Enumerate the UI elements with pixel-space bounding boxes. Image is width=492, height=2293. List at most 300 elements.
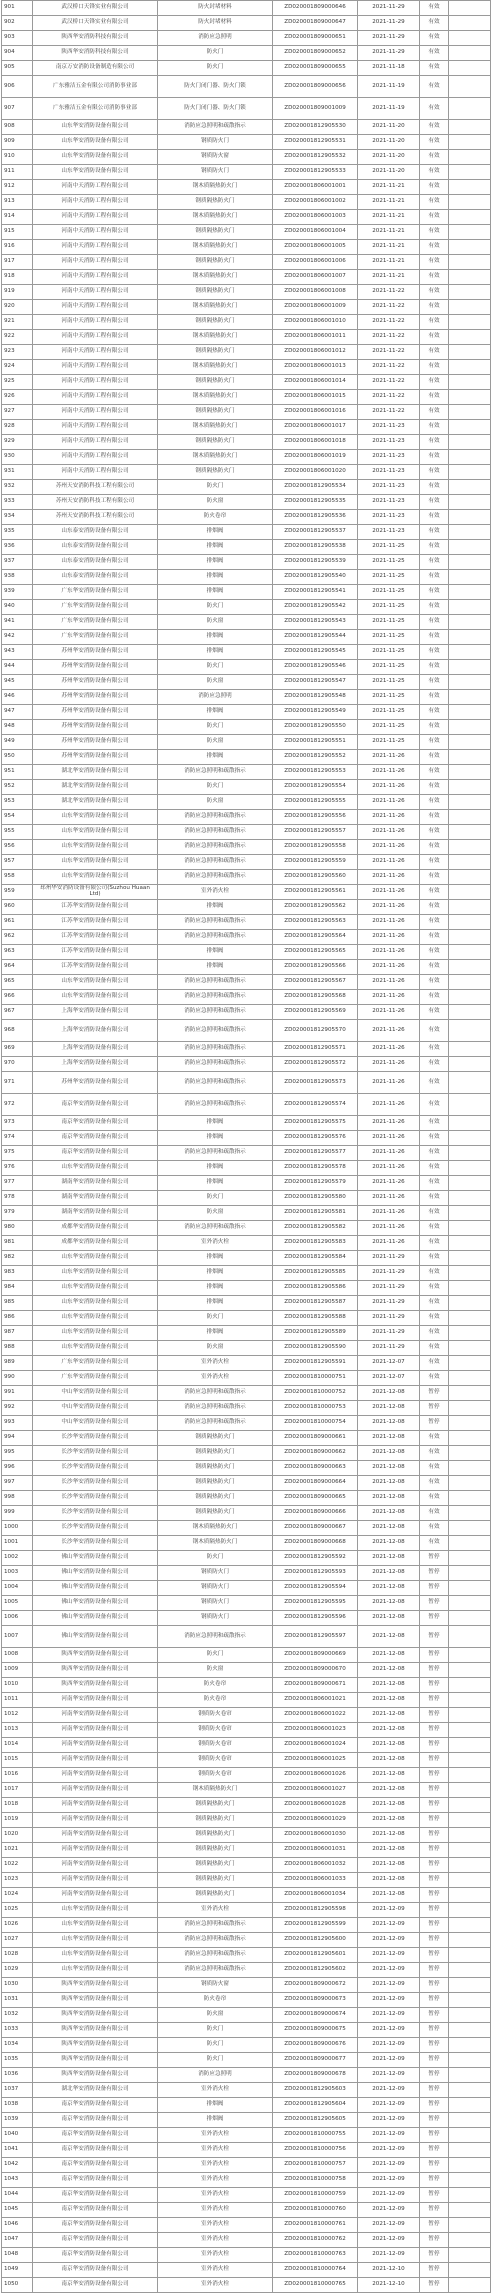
- cell-certificate-number: ZD020001809000668: [273, 1536, 358, 1551]
- cell-serial-number: 982: [2, 1251, 33, 1266]
- cell-certificate-number: ZD020001812905567: [273, 975, 358, 990]
- cell-serial-number: 1018: [2, 1798, 33, 1813]
- table-row: [2, 645, 491, 660]
- table-row: [2, 1828, 491, 1843]
- table-row: [2, 1798, 491, 1813]
- cell-status: 暂停: [420, 1918, 449, 1933]
- cell-product-name: 防火窗: [158, 495, 273, 510]
- cell-certificate-number: ZD020001809000646: [273, 1, 358, 16]
- cell-serial-number: 989: [2, 1356, 33, 1371]
- cell-product-name: 室外消火栓: [158, 2173, 273, 2188]
- cell-status: 暂停: [420, 1978, 449, 1993]
- cell-serial-number: 1040: [2, 2128, 33, 2143]
- cell-issue-date: 2021-12-09: [358, 2233, 420, 2248]
- cell-certificate-number: ZD020001812905591: [273, 1356, 358, 1371]
- table-row: [2, 705, 491, 720]
- cell-issue-date: 2021-12-09: [358, 2113, 420, 2128]
- cell-company-name: 长沙华安消防设备有限公司: [33, 1461, 158, 1476]
- cell-serial-number: 955: [2, 825, 33, 840]
- cell-serial-number: 987: [2, 1326, 33, 1341]
- cell-company-name: 河南中天消防工程有限公司: [33, 300, 158, 315]
- cell-product-name: 钢质防火卷帘: [158, 1753, 273, 1768]
- table-row: [2, 1993, 491, 2008]
- cell-blank: [449, 210, 491, 225]
- cell-product-name: 消防应急照明和疏散指示: [158, 1042, 273, 1057]
- cell-company-name: 山东华安消防设备有限公司: [33, 840, 158, 855]
- cell-serial-number: 1008: [2, 1648, 33, 1663]
- cell-company-name: 南京华安消防设备有限公司: [33, 2263, 158, 2278]
- cell-status: 有效: [420, 390, 449, 405]
- cell-company-name: 山东泰安消防设备有限公司: [33, 525, 158, 540]
- cell-status: 有效: [420, 690, 449, 705]
- cell-status: 有效: [420, 450, 449, 465]
- cell-serial-number: 1026: [2, 1918, 33, 1933]
- cell-product-name: 防火卷帘: [158, 1993, 273, 2008]
- cell-status: 有效: [420, 270, 449, 285]
- cell-product-name: 防火门闭门器、防火门锁: [158, 98, 273, 120]
- table-row: [2, 1491, 491, 1506]
- cell-blank: [449, 1581, 491, 1596]
- cell-certificate-number: ZD020001809000670: [273, 1663, 358, 1678]
- cell-issue-date: 2021-11-26: [358, 1005, 420, 1020]
- cell-serial-number: 901: [2, 1, 33, 16]
- cell-company-name: 陕西华安消防设备有限公司: [33, 2008, 158, 2023]
- table-row: [2, 975, 491, 990]
- cell-product-name: 消防应急照明: [158, 690, 273, 705]
- cell-product-name: 消防应急照明和疏散指示: [158, 120, 273, 135]
- cell-company-name: 湖南华安消防设备有限公司: [33, 1206, 158, 1221]
- cell-issue-date: 2021-11-26: [358, 1116, 420, 1131]
- cell-certificate-number: ZD020001806001015: [273, 390, 358, 405]
- cell-company-name: 南京华安消防设备有限公司: [33, 2218, 158, 2233]
- cell-issue-date: 2021-11-29: [358, 1296, 420, 1311]
- cell-serial-number: 1000: [2, 1521, 33, 1536]
- cell-blank: [449, 585, 491, 600]
- cell-issue-date: 2021-11-22: [358, 390, 420, 405]
- cell-issue-date: 2021-11-26: [358, 840, 420, 855]
- cell-company-name: 河南中天消防工程有限公司: [33, 435, 158, 450]
- cell-certificate-number: ZD020001812905546: [273, 660, 358, 675]
- cell-company-name: 佛山华安消防设备有限公司: [33, 1596, 158, 1611]
- cell-issue-date: 2021-11-26: [358, 930, 420, 945]
- cell-product-name: 排烟阀: [158, 945, 273, 960]
- cell-blank: [449, 1251, 491, 1266]
- cell-status: 有效: [420, 795, 449, 810]
- cell-status: 有效: [420, 810, 449, 825]
- cell-blank: [449, 1401, 491, 1416]
- cell-company-name: 山东华安消防设备有限公司: [33, 1341, 158, 1356]
- cell-issue-date: 2021-11-26: [358, 750, 420, 765]
- cell-certificate-number: ZD020001812905574: [273, 1094, 358, 1116]
- cell-certificate-number: ZD020001812905590: [273, 1341, 358, 1356]
- cell-product-name: 室外消火栓: [158, 2263, 273, 2278]
- cell-company-name: 山东华安消防设备有限公司: [33, 1933, 158, 1948]
- cell-blank: [449, 2038, 491, 2053]
- cell-certificate-number: ZD020001809000664: [273, 1476, 358, 1491]
- cell-issue-date: 2021-12-09: [358, 2098, 420, 2113]
- cell-certificate-number: ZD020001809000666: [273, 1506, 358, 1521]
- cell-issue-date: 2021-11-25: [358, 615, 420, 630]
- cell-certificate-number: ZD020001812905572: [273, 1057, 358, 1072]
- cell-blank: [449, 810, 491, 825]
- cell-certificate-number: ZD020001812905537: [273, 525, 358, 540]
- cell-blank: [449, 870, 491, 885]
- cell-company-name: 陕西华安消防设备有限公司: [33, 1993, 158, 2008]
- cell-product-name: 消防应急照明和疏散指示: [158, 870, 273, 885]
- cell-serial-number: 942: [2, 630, 33, 645]
- cell-blank: [449, 1798, 491, 1813]
- cell-serial-number: 963: [2, 945, 33, 960]
- cell-issue-date: 2021-12-08: [358, 1753, 420, 1768]
- table-row: [2, 945, 491, 960]
- cell-issue-date: 2021-11-22: [358, 300, 420, 315]
- cell-issue-date: 2021-11-25: [358, 705, 420, 720]
- cell-company-name: 河南中天消防工程有限公司: [33, 285, 158, 300]
- cell-company-name: 南京华安消防设备有限公司: [33, 2278, 158, 2293]
- cell-issue-date: 2021-11-26: [358, 810, 420, 825]
- cell-company-name: 苏州天安消防科技工程有限公司: [33, 495, 158, 510]
- cell-blank: [449, 1888, 491, 1903]
- cell-blank: [449, 570, 491, 585]
- cell-product-name: 排烟阀: [158, 540, 273, 555]
- cell-certificate-number: ZD020001812905564: [273, 930, 358, 945]
- cell-certificate-number: ZD020001806001008: [273, 285, 358, 300]
- table-row: [2, 150, 491, 165]
- table-row: [2, 405, 491, 420]
- cell-certificate-number: ZD020001812905566: [273, 960, 358, 975]
- cell-product-name: 室外消火栓: [158, 2143, 273, 2158]
- cell-serial-number: 920: [2, 300, 33, 315]
- table-row: [2, 2203, 491, 2218]
- cell-product-name: 室外消火栓: [158, 2128, 273, 2143]
- cell-serial-number: 967: [2, 1005, 33, 1020]
- cell-certificate-number: ZD020001810000760: [273, 2203, 358, 2218]
- cell-serial-number: 911: [2, 165, 33, 180]
- cell-blank: [449, 555, 491, 570]
- cell-blank: [449, 420, 491, 435]
- cell-blank: [449, 405, 491, 420]
- cell-company-name: 山东华安消防设备有限公司: [33, 1251, 158, 1266]
- table-row: [2, 1858, 491, 1873]
- table-row: [2, 555, 491, 570]
- cell-company-name: 陕西华安消防设备有限公司: [33, 2023, 158, 2038]
- cell-serial-number: 919: [2, 285, 33, 300]
- table-row: [2, 750, 491, 765]
- cell-certificate-number: ZD020001809001009: [273, 98, 358, 120]
- cell-serial-number: 937: [2, 555, 33, 570]
- cell-issue-date: 2021-11-23: [358, 465, 420, 480]
- cell-issue-date: 2021-11-21: [358, 210, 420, 225]
- table-row: [2, 585, 491, 600]
- cell-blank: [449, 1903, 491, 1918]
- cell-serial-number: 930: [2, 450, 33, 465]
- cell-blank: [449, 855, 491, 870]
- cell-issue-date: 2021-11-25: [358, 690, 420, 705]
- cell-product-name: 消防应急照明和疏散指示: [158, 1918, 273, 1933]
- cell-product-name: 钢质隔热防火门: [158, 195, 273, 210]
- cell-product-name: 消防应急照明和疏散指示: [158, 1005, 273, 1020]
- cell-product-name: 排烟阀: [158, 2113, 273, 2128]
- cell-company-name: 河南华安消防设备有限公司: [33, 1843, 158, 1858]
- cell-blank: [449, 930, 491, 945]
- cell-company-name: 中山华安消防设备有限公司: [33, 1416, 158, 1431]
- cell-status: 暂停: [420, 2203, 449, 2218]
- cell-company-name: 广东华安消防设备有限公司: [33, 1371, 158, 1386]
- cell-product-name: 钢质隔热防火门: [158, 285, 273, 300]
- cell-issue-date: 2021-12-09: [358, 2218, 420, 2233]
- cell-product-name: 防火窗: [158, 675, 273, 690]
- cell-certificate-number: ZD020001812905568: [273, 990, 358, 1005]
- table-row: [2, 390, 491, 405]
- cell-company-name: 河南华安消防设备有限公司: [33, 1873, 158, 1888]
- cell-blank: [449, 2143, 491, 2158]
- cell-certificate-number: ZD020001806001024: [273, 1738, 358, 1753]
- cell-company-name: 苏州华安消防设备有限公司: [33, 660, 158, 675]
- cell-status: 有效: [420, 930, 449, 945]
- cell-status: 有效: [420, 1356, 449, 1371]
- table-row: [2, 1963, 491, 1978]
- cell-company-name: 山东华安消防设备有限公司: [33, 810, 158, 825]
- cell-status: 有效: [420, 165, 449, 180]
- cell-certificate-number: ZD020001812905565: [273, 945, 358, 960]
- cell-serial-number: 1016: [2, 1768, 33, 1783]
- table-row: [2, 1753, 491, 1768]
- cell-status: 有效: [420, 1521, 449, 1536]
- cell-company-name: 山东华安消防设备有限公司: [33, 135, 158, 150]
- cell-status: 暂停: [420, 1843, 449, 1858]
- cell-product-name: 防火门: [158, 480, 273, 495]
- cell-issue-date: 2021-12-08: [358, 1693, 420, 1708]
- cell-serial-number: 1015: [2, 1753, 33, 1768]
- cell-company-name: 广东华安消防设备有限公司: [33, 585, 158, 600]
- table-row: [2, 1813, 491, 1828]
- cell-product-name: 钢质隔热防火门: [158, 1798, 273, 1813]
- cell-blank: [449, 300, 491, 315]
- cell-company-name: 陕西华安消防设备有限公司: [33, 1663, 158, 1678]
- table-row: [2, 570, 491, 585]
- cell-issue-date: 2021-12-08: [358, 1828, 420, 1843]
- cell-company-name: 河南华安消防设备有限公司: [33, 1768, 158, 1783]
- cell-certificate-number: ZD020001810000765: [273, 2278, 358, 2293]
- cell-status: 有效: [420, 1311, 449, 1326]
- cell-product-name: 防火门: [158, 720, 273, 735]
- cell-blank: [449, 1042, 491, 1057]
- cell-serial-number: 935: [2, 525, 33, 540]
- cell-company-name: 江苏华安消防设备有限公司: [33, 960, 158, 975]
- cell-certificate-number: ZD020001812905602: [273, 1963, 358, 1978]
- table-row: [2, 1356, 491, 1371]
- cell-certificate-number: ZD020001806001009: [273, 300, 358, 315]
- cell-product-name: 室外消火栓: [158, 2218, 273, 2233]
- cell-product-name: 排烟阀: [158, 960, 273, 975]
- cell-issue-date: 2021-11-29: [358, 46, 420, 61]
- cell-issue-date: 2021-11-25: [358, 585, 420, 600]
- cell-certificate-number: ZD020001812905535: [273, 495, 358, 510]
- table-row: [2, 2083, 491, 2098]
- cell-certificate-number: ZD020001812905597: [273, 1626, 358, 1648]
- cell-product-name: 防火窗: [158, 1206, 273, 1221]
- cell-blank: [449, 1236, 491, 1251]
- cell-certificate-number: ZD020001810000757: [273, 2158, 358, 2173]
- cell-status: 有效: [420, 1371, 449, 1386]
- cell-issue-date: 2021-11-26: [358, 1072, 420, 1094]
- cell-company-name: 山东华安消防设备有限公司: [33, 855, 158, 870]
- table-row: [2, 375, 491, 390]
- cell-product-name: 钢质隔热防火门: [158, 435, 273, 450]
- cell-serial-number: 914: [2, 210, 33, 225]
- cell-status: 有效: [420, 375, 449, 390]
- cell-issue-date: 2021-11-22: [358, 375, 420, 390]
- cell-company-name: 南京华安消防设备有限公司: [33, 1131, 158, 1146]
- cell-blank: [449, 720, 491, 735]
- table-row: [2, 240, 491, 255]
- cell-company-name: 武汉桥口天锋实业有限公司: [33, 16, 158, 31]
- cell-status: 有效: [420, 675, 449, 690]
- cell-certificate-number: ZD020001812905556: [273, 810, 358, 825]
- table-row: [2, 345, 491, 360]
- cell-company-name: 河南中天消防工程有限公司: [33, 180, 158, 195]
- cell-serial-number: 1034: [2, 2038, 33, 2053]
- cell-company-name: 山东华安消防设备有限公司: [33, 825, 158, 840]
- cell-serial-number: 938: [2, 570, 33, 585]
- cell-status: 暂停: [420, 1663, 449, 1678]
- cell-issue-date: 2021-12-08: [358, 1506, 420, 1521]
- cell-blank: [449, 2053, 491, 2068]
- table-row: [2, 930, 491, 945]
- cell-product-name: 钢质隔热防火门: [158, 1858, 273, 1873]
- cell-certificate-number: ZD020001809000673: [273, 1993, 358, 2008]
- cell-certificate-number: ZD020001812905531: [273, 135, 358, 150]
- cell-serial-number: 1032: [2, 2008, 33, 2023]
- cell-status: 有效: [420, 495, 449, 510]
- cell-certificate-number: ZD020001809000667: [273, 1521, 358, 1536]
- table-row: [2, 915, 491, 930]
- cell-status: 有效: [420, 1506, 449, 1521]
- cell-certificate-number: ZD020001812905536: [273, 510, 358, 525]
- table-row: [2, 900, 491, 915]
- cell-certificate-number: ZD020001806001004: [273, 225, 358, 240]
- cell-company-name: 河南中天消防工程有限公司: [33, 195, 158, 210]
- table-row: [2, 195, 491, 210]
- cell-product-name: 室外消火栓: [158, 885, 273, 900]
- cell-status: 暂停: [420, 1768, 449, 1783]
- table-row: [2, 1131, 491, 1146]
- cell-status: 有效: [420, 150, 449, 165]
- cell-status: 有效: [420, 195, 449, 210]
- cell-company-name: 山东泰安消防设备有限公司: [33, 555, 158, 570]
- cell-issue-date: 2021-12-09: [358, 1933, 420, 1948]
- cell-product-name: 防火门: [158, 61, 273, 76]
- cell-issue-date: 2021-11-26: [358, 1236, 420, 1251]
- cell-company-name: 苏州华安消防设备有限公司: [33, 705, 158, 720]
- cell-product-name: 钢木质隔热防火门: [158, 270, 273, 285]
- cell-serial-number: 910: [2, 150, 33, 165]
- cell-company-name: 南京华安消防设备有限公司: [33, 2248, 158, 2263]
- cell-issue-date: 2021-12-08: [358, 1723, 420, 1738]
- cell-status: 有效: [420, 555, 449, 570]
- cell-certificate-number: ZD020001812905558: [273, 840, 358, 855]
- cell-serial-number: 927: [2, 405, 33, 420]
- cell-certificate-number: ZD020001806001020: [273, 465, 358, 480]
- cell-issue-date: 2021-12-09: [358, 2203, 420, 2218]
- cell-blank: [449, 375, 491, 390]
- cell-serial-number: 1014: [2, 1738, 33, 1753]
- cell-serial-number: 978: [2, 1191, 33, 1206]
- table-row: [2, 720, 491, 735]
- cell-status: 有效: [420, 900, 449, 915]
- cell-blank: [449, 46, 491, 61]
- cell-blank: [449, 600, 491, 615]
- cell-serial-number: 1004: [2, 1581, 33, 1596]
- cell-serial-number: 1045: [2, 2203, 33, 2218]
- cell-certificate-number: ZD020001810000758: [273, 2173, 358, 2188]
- cell-blank: [449, 1963, 491, 1978]
- cell-product-name: 钢质隔热防火门: [158, 255, 273, 270]
- cell-blank: [449, 495, 491, 510]
- cell-product-name: 钢质隔热防火门: [158, 1888, 273, 1903]
- cell-blank: [449, 135, 491, 150]
- cell-product-name: 防火窗: [158, 1341, 273, 1356]
- cell-company-name: 苏州华安消防设备有限公司: [33, 750, 158, 765]
- cell-product-name: 防火门: [158, 2023, 273, 2038]
- table-row: [2, 1738, 491, 1753]
- cell-certificate-number: ZD020001806001007: [273, 270, 358, 285]
- cell-serial-number: 1037: [2, 2083, 33, 2098]
- cell-issue-date: 2021-11-26: [358, 1131, 420, 1146]
- cell-company-name: 陕西华安消防设备有限公司: [33, 1678, 158, 1693]
- cell-product-name: 消防应急照明和疏散指示: [158, 765, 273, 780]
- table-row: [2, 330, 491, 345]
- cell-serial-number: 1035: [2, 2053, 33, 2068]
- cell-product-name: 室外消火栓: [158, 2083, 273, 2098]
- cell-blank: [449, 1, 491, 16]
- cell-company-name: 河南中天消防工程有限公司: [33, 255, 158, 270]
- cell-serial-number: 1001: [2, 1536, 33, 1551]
- cell-blank: [449, 675, 491, 690]
- table-row: [2, 1371, 491, 1386]
- cell-issue-date: 2021-11-25: [358, 720, 420, 735]
- cell-status: 暂停: [420, 1753, 449, 1768]
- cell-serial-number: 992: [2, 1401, 33, 1416]
- cell-status: 有效: [420, 780, 449, 795]
- cell-product-name: 防火门: [158, 2053, 273, 2068]
- table-row: [2, 2173, 491, 2188]
- cell-issue-date: 2021-11-29: [358, 1, 420, 16]
- cell-serial-number: 973: [2, 1116, 33, 1131]
- table-row: [2, 2248, 491, 2263]
- table-row: [2, 885, 491, 900]
- cell-product-name: 钢质防火卷帘: [158, 1723, 273, 1738]
- cell-status: 有效: [420, 1146, 449, 1161]
- cell-issue-date: 2021-11-23: [358, 420, 420, 435]
- table-row: [2, 1176, 491, 1191]
- cell-issue-date: 2021-11-25: [358, 555, 420, 570]
- cell-certificate-number: ZD020001809000652: [273, 46, 358, 61]
- cell-issue-date: 2021-11-25: [358, 735, 420, 750]
- cell-issue-date: 2021-12-09: [358, 1948, 420, 1963]
- cell-certificate-number: ZD020001809000661: [273, 1431, 358, 1446]
- cell-blank: [449, 435, 491, 450]
- cell-issue-date: 2021-11-25: [358, 675, 420, 690]
- cell-serial-number: 985: [2, 1296, 33, 1311]
- cell-certificate-number: ZD020001812905596: [273, 1611, 358, 1626]
- cell-product-name: 消防应急照明和疏散指示: [158, 915, 273, 930]
- table-row: [2, 1948, 491, 1963]
- cell-status: 有效: [420, 480, 449, 495]
- cell-certificate-number: ZD020001812905571: [273, 1042, 358, 1057]
- cell-issue-date: 2021-11-25: [358, 630, 420, 645]
- cell-status: 暂停: [420, 1581, 449, 1596]
